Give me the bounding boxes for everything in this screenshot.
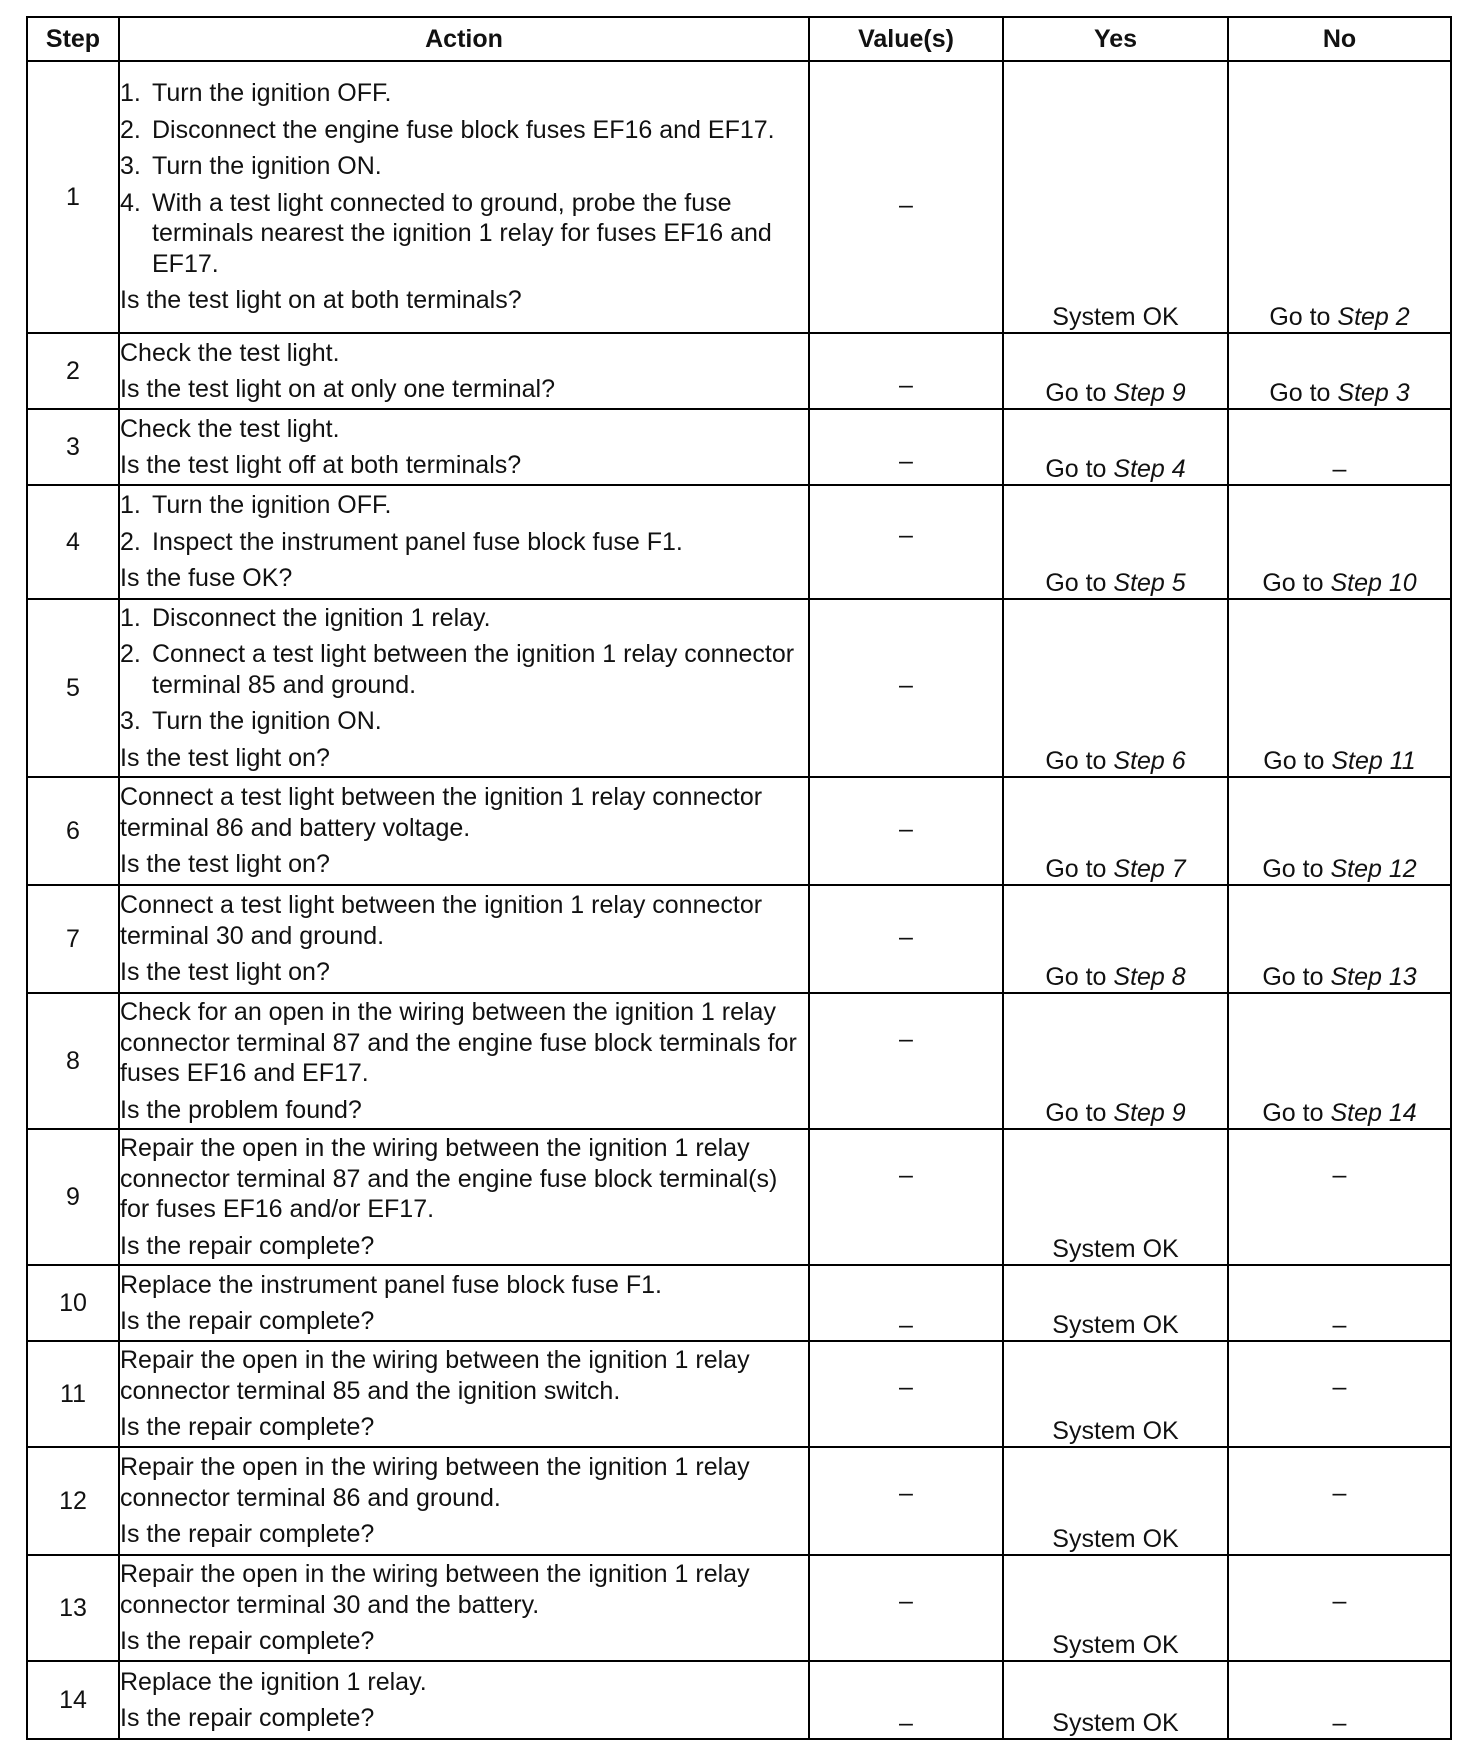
table-row: [27, 61, 1451, 333]
step-link: Step 13: [1330, 962, 1417, 991]
action-step: 1. Turn the ignition OFF.: [120, 79, 392, 108]
action-cell: [119, 885, 809, 993]
table-row: [27, 409, 1451, 485]
step-number: 9: [27, 1129, 119, 1265]
no-cell: Go to Step 2: [1228, 61, 1451, 333]
action-question: Is the repair complete?: [120, 1520, 375, 1549]
yes-header: Yes: [1003, 17, 1228, 61]
step-number: 2: [27, 333, 119, 409]
action-text: Check the test light.: [120, 338, 340, 367]
step-link: Step 5: [1113, 568, 1186, 597]
yes-cell: System OK: [1003, 1555, 1228, 1661]
step-link: Step 3: [1337, 378, 1410, 407]
action-cell: [119, 333, 809, 409]
action-text: Connect a test light between the ignition 1 relay connector terminal 86 and battery voltage.: [120, 783, 763, 842]
action-cell: [119, 61, 809, 333]
yes-cell: System OK: [1003, 1341, 1228, 1447]
no-cell: –: [1228, 1341, 1451, 1447]
table-row: [27, 1661, 1451, 1739]
action-text: Replace the ignition 1 relay.: [120, 1667, 427, 1696]
action-cell: [119, 409, 809, 485]
step-number: 13: [27, 1555, 119, 1661]
action-text: Check for an open in the wiring between the ignition 1 relay connector terminal 87 and the engine fuse block terminals for fuses EF16 and EF17.: [120, 998, 797, 1087]
table-row: [27, 1555, 1451, 1661]
action-steps: [120, 78, 808, 279]
diagnostic-table: [26, 16, 1452, 1740]
value-cell: –: [809, 993, 1003, 1129]
action-question: Is the repair complete?: [120, 1413, 375, 1442]
step-number: 12: [27, 1447, 119, 1555]
action-question: Is the test light on?: [120, 850, 330, 879]
step-header: Step: [27, 17, 119, 61]
action-text: Repair the open in the wiring between the ignition 1 relay connector terminal 85 and the ignition switch.: [120, 1346, 750, 1405]
header-row: [27, 17, 1451, 61]
action-question: Is the test light on?: [120, 743, 330, 772]
yes-cell: System OK: [1003, 1265, 1228, 1341]
step-number: 5: [27, 599, 119, 777]
yes-cell: Go to Step 4: [1003, 409, 1228, 485]
action-text: Replace the instrument panel fuse block fuse F1.: [120, 1270, 662, 1299]
action-step: 3. Turn the ignition ON.: [120, 707, 382, 736]
yes-cell: System OK: [1003, 1447, 1228, 1555]
no-cell: –: [1228, 409, 1451, 485]
action-cell: [119, 1265, 809, 1341]
step-number: 3: [27, 409, 119, 485]
step-link: Step 9: [1113, 1098, 1186, 1127]
value-cell: –: [809, 599, 1003, 777]
action-step: 4. With a test light connected to ground, probe the fuse terminals nearest the ignition 1 relay for fuses EF16 and EF17.: [120, 188, 772, 278]
step-link: Step 10: [1330, 568, 1417, 597]
yes-cell: Go to Step 9: [1003, 333, 1228, 409]
step-link: Step 4: [1113, 454, 1186, 483]
action-question: Is the problem found?: [120, 1095, 362, 1124]
value-cell: –: [809, 1555, 1003, 1661]
step-number: 8: [27, 993, 119, 1129]
action-question: Is the repair complete?: [120, 1231, 375, 1260]
no-cell: Go to Step 12: [1228, 777, 1451, 885]
action-cell: [119, 1661, 809, 1739]
yes-cell: Go to Step 6: [1003, 599, 1228, 777]
action-cell: [119, 1555, 809, 1661]
yes-cell: Go to Step 7: [1003, 777, 1228, 885]
step-link: Step 12: [1330, 854, 1417, 883]
no-cell: Go to Step 14: [1228, 993, 1451, 1129]
value-cell: –: [809, 1341, 1003, 1447]
action-cell: [119, 599, 809, 777]
step-number: 1: [27, 61, 119, 333]
table-row: [27, 777, 1451, 885]
no-header: No: [1228, 17, 1451, 61]
no-cell: –: [1228, 1265, 1451, 1341]
table-row: [27, 993, 1451, 1129]
yes-cell: System OK: [1003, 1129, 1228, 1265]
action-cell: [119, 1129, 809, 1265]
action-text: Connect a test light between the ignition 1 relay connector terminal 30 and ground.: [120, 891, 763, 950]
action-cell: [119, 1341, 809, 1447]
step-number: 11: [27, 1341, 119, 1447]
action-step: 2. Connect a test light between the ignition 1 relay connector terminal 85 and ground.: [120, 640, 795, 699]
action-cell: [119, 485, 809, 599]
step-link: Step 7: [1113, 854, 1186, 883]
action-steps: [120, 490, 808, 557]
action-step: 1. Turn the ignition OFF.: [120, 491, 392, 520]
yes-cell: Go to Step 8: [1003, 885, 1228, 993]
action-step: 1. Disconnect the ignition 1 relay.: [120, 603, 491, 632]
no-cell: Go to Step 13: [1228, 885, 1451, 993]
step-link: Step 6: [1113, 746, 1186, 775]
step-link: Step 9: [1113, 378, 1186, 407]
no-cell: –: [1228, 1447, 1451, 1555]
step-number: 4: [27, 485, 119, 599]
action-question: Is the fuse OK?: [120, 564, 293, 593]
no-cell: Go to Step 11: [1228, 599, 1451, 777]
action-cell: [119, 1447, 809, 1555]
yes-cell: System OK: [1003, 1661, 1228, 1739]
table-row: [27, 1129, 1451, 1265]
step-number: 14: [27, 1661, 119, 1739]
value-cell: –: [809, 885, 1003, 993]
value-cell: –: [809, 1129, 1003, 1265]
action-cell: [119, 993, 809, 1129]
step-number: 7: [27, 885, 119, 993]
action-question: Is the test light off at both terminals?: [120, 451, 522, 479]
action-header: Action: [119, 17, 809, 61]
action-question: Is the test light on?: [120, 958, 330, 987]
action-text: Check the test light.: [120, 414, 340, 443]
action-question: Is the test light on at only one terminal?: [120, 375, 555, 403]
step-link: Step 11: [1331, 746, 1416, 775]
no-cell: Go to Step 10: [1228, 485, 1451, 599]
table-row: [27, 1265, 1451, 1341]
table-row: [27, 599, 1451, 777]
action-question: Is the repair complete?: [120, 1307, 375, 1335]
step-link: Step 2: [1337, 302, 1410, 331]
no-cell: –: [1228, 1129, 1451, 1265]
values-header: Value(s): [809, 17, 1003, 61]
action-step: 2. Inspect the instrument panel fuse block fuse F1.: [120, 527, 683, 556]
no-cell: –: [1228, 1661, 1451, 1739]
value-cell: –: [809, 333, 1003, 409]
value-cell: –: [809, 777, 1003, 885]
step-link: Step 8: [1113, 962, 1186, 991]
value-cell: –: [809, 409, 1003, 485]
no-cell: Go to Step 3: [1228, 333, 1451, 409]
yes-cell: System OK: [1003, 61, 1228, 333]
value-cell: –: [809, 61, 1003, 333]
action-question: Is the test light on at both terminals?: [120, 286, 522, 315]
step-link: Step 14: [1330, 1098, 1417, 1127]
action-question: Is the repair complete?: [120, 1704, 375, 1732]
value-cell: –: [809, 1447, 1003, 1555]
table-row: [27, 1447, 1451, 1555]
value-cell: –: [809, 1661, 1003, 1739]
no-cell: –: [1228, 1555, 1451, 1661]
table-row: [27, 1341, 1451, 1447]
table-row: [27, 485, 1451, 599]
action-cell: [119, 777, 809, 885]
action-text: Repair the open in the wiring between the ignition 1 relay connector terminal 30 and the battery.: [120, 1560, 750, 1619]
action-question: Is the repair complete?: [120, 1627, 375, 1656]
action-text: Repair the open in the wiring between the ignition 1 relay connector terminal 86 and ground.: [120, 1453, 750, 1512]
table-row: [27, 333, 1451, 409]
action-steps: [120, 603, 808, 737]
yes-cell: Go to Step 9: [1003, 993, 1228, 1129]
action-text: Repair the open in the wiring between the ignition 1 relay connector terminal 87 and the engine fuse block terminal(s) for fuses EF16 and/or EF17.: [120, 1134, 778, 1223]
step-number: 10: [27, 1265, 119, 1341]
step-number: 6: [27, 777, 119, 885]
action-step: 3. Turn the ignition ON.: [120, 152, 382, 181]
action-step: 2. Disconnect the engine fuse block fuses EF16 and EF17.: [120, 115, 775, 144]
yes-cell: Go to Step 5: [1003, 485, 1228, 599]
value-cell: –: [809, 1265, 1003, 1341]
table-row: [27, 885, 1451, 993]
value-cell: –: [809, 485, 1003, 599]
